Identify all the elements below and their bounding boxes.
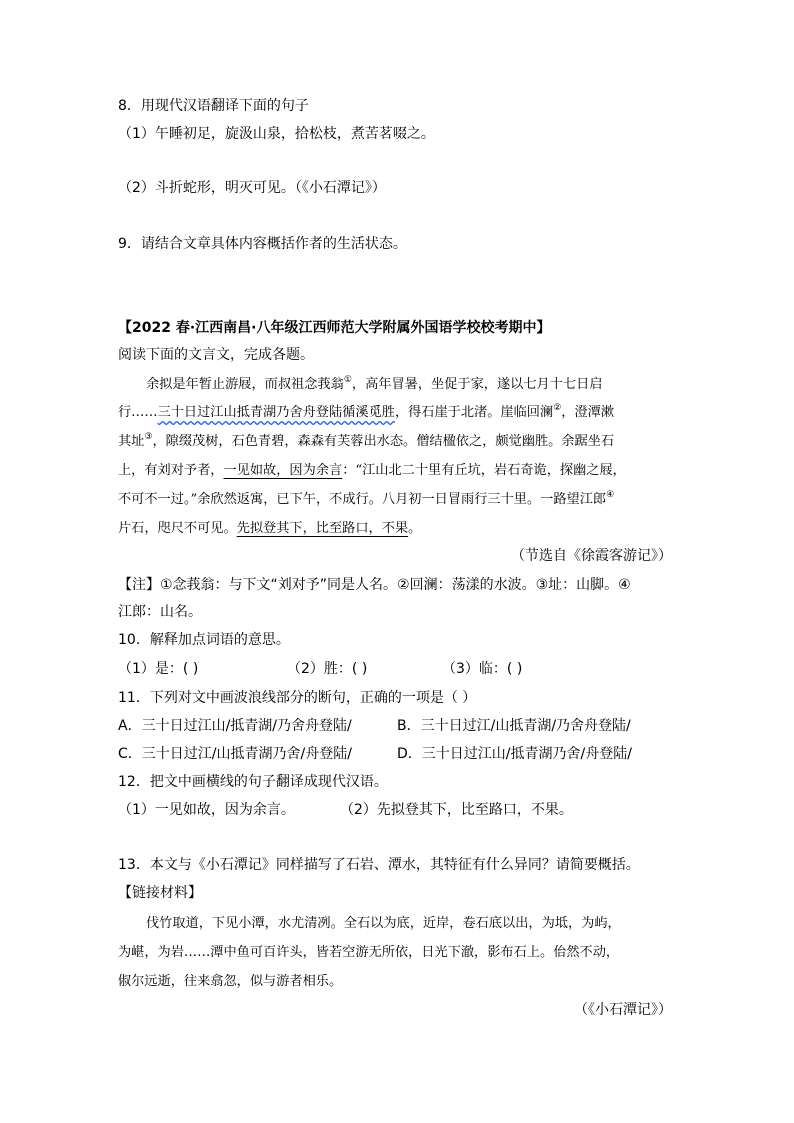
- question-12-sentence-1: （1）一见如故，因为余言。: [118, 802, 295, 818]
- question-11-option-d: D．三十日过江山/抵青湖乃舍/舟登陆/: [397, 746, 632, 762]
- question-11-title: 11．下列对文中画波浪线部分的断句，正确的一项是（ ）: [118, 690, 477, 706]
- link-material-line-2: 为嵁，为岩……潭中鱼可百许头，皆若空游无所依，日光下澈，影布石上。佁然不动，: [118, 945, 620, 960]
- passage-text: 。: [408, 521, 422, 536]
- question-10-item-3: （3）临：( ): [442, 661, 523, 677]
- passage-text: 其址: [118, 434, 145, 449]
- footnote-marker: ①: [343, 375, 352, 385]
- question-11-option-b: B．三十日过江/山抵青湖/乃舍舟登陆/: [397, 718, 631, 734]
- passage-text: 不可不一过。”余欣然返寓，已下午，不成行。八月初一日冒雨行三十里。一路望江郎: [118, 492, 607, 507]
- passage-line-2: [118, 403, 614, 423]
- underlined-text: 先拟登其下，比至路口，不果: [236, 521, 409, 536]
- passage-text: ，得石崖于北渚。崖临回澜: [394, 405, 554, 420]
- passage-text: 上，有刘对予者，: [118, 463, 224, 478]
- footnote-marker: ③: [144, 432, 153, 442]
- link-material-source: （《小石潭记》）: [574, 1002, 672, 1018]
- underlined-text: 一见如故，因为余言: [223, 463, 343, 478]
- passage-line-4: [118, 461, 626, 481]
- question-12-title: 12．把文中画横线的句子翻译成现代汉语。: [118, 774, 388, 790]
- notes-line-2: 江郎：山名。: [118, 604, 202, 620]
- link-material-line-3: 俶尔远逝，往来翕忽，似与游者相乐。: [118, 974, 343, 989]
- question-10-title: 10．解释加点词语的意思。: [118, 632, 290, 648]
- wavy-underlined-text: 三十日过江山抵青湖乃舍舟登陆循溪觅胜: [157, 405, 395, 420]
- passage-text: ，隙缀茂树，石色青碧，森森有芙蓉出水态。僧结楹依之，颇觉幽胜。余踞坐石: [152, 434, 615, 449]
- question-9: 9．请结合文章具体内容概括作者的生活状态。: [118, 236, 407, 252]
- section-instruction: 阅读下面的文言文，完成各题。: [118, 347, 314, 363]
- question-11-option-c: C．三十日过江/山抵青湖乃舍/舟登陆/: [118, 746, 352, 762]
- passage-line-3: [118, 432, 614, 452]
- question-8-sentence-1: （1）午睡初足，旋汲山泉，拾松枝，煮苦茗啜之。: [118, 126, 435, 142]
- footnote-marker: ④: [606, 490, 615, 500]
- passage-text: 片石，咫尺不可见。: [118, 521, 237, 536]
- passage-line-6: [118, 519, 421, 539]
- link-material-line-1: 伐竹取道，下见小潭，水尤清冽。全石以为底，近岸，卷石底以出，为坻，为屿，: [146, 916, 621, 931]
- question-11-option-a: A．三十日过江山/抵青湖/乃舍舟登陆/: [118, 718, 352, 734]
- passage-line-5: [118, 490, 614, 510]
- passage-text: 余拟是年暂止游屐，而叔祖念莪翁: [146, 377, 344, 392]
- footnote-marker: ②: [553, 403, 562, 413]
- passage-line-1: [146, 375, 602, 395]
- question-8-title: 8．用现代汉语翻译下面的句子: [118, 98, 309, 114]
- question-10-item-2: （2）胜：( ): [287, 661, 368, 677]
- passage-text: ，澄潭漱: [561, 405, 615, 420]
- passage-text: ，高年冒暑，坐促于家，遂以七月十七日启: [351, 377, 603, 392]
- link-material-title: 【链接材料】: [118, 885, 202, 901]
- question-10-item-1: （1）是：( ): [118, 661, 199, 677]
- question-8-sentence-2: （2）斗折蛇形，明灭可见。（《小石潭记》）: [118, 180, 386, 196]
- passage-text: 行……: [118, 405, 158, 420]
- question-12-sentence-2: （2）先拟登其下，比至路口，不果。: [340, 802, 573, 818]
- passage-text: ：“江山北二十里有丘坑，岩石奇诡，探幽之屐，: [342, 463, 626, 478]
- passage-source: （节选自《徐霞客游记》）: [511, 548, 672, 564]
- question-13: 13．本文与《小石潭记》同样描写了石岩、潭水，其特征有什么异同？请简要概括。: [118, 857, 640, 873]
- notes-line-1: 【注】①念莪翁：与下文“刘对予”同是人名。②回澜：荡漾的水波。③址：山脚。④: [118, 577, 631, 593]
- section-source: 【2022 春·江西南昌·八年级江西师范大学附属外国语学校校考期中】: [118, 320, 551, 336]
